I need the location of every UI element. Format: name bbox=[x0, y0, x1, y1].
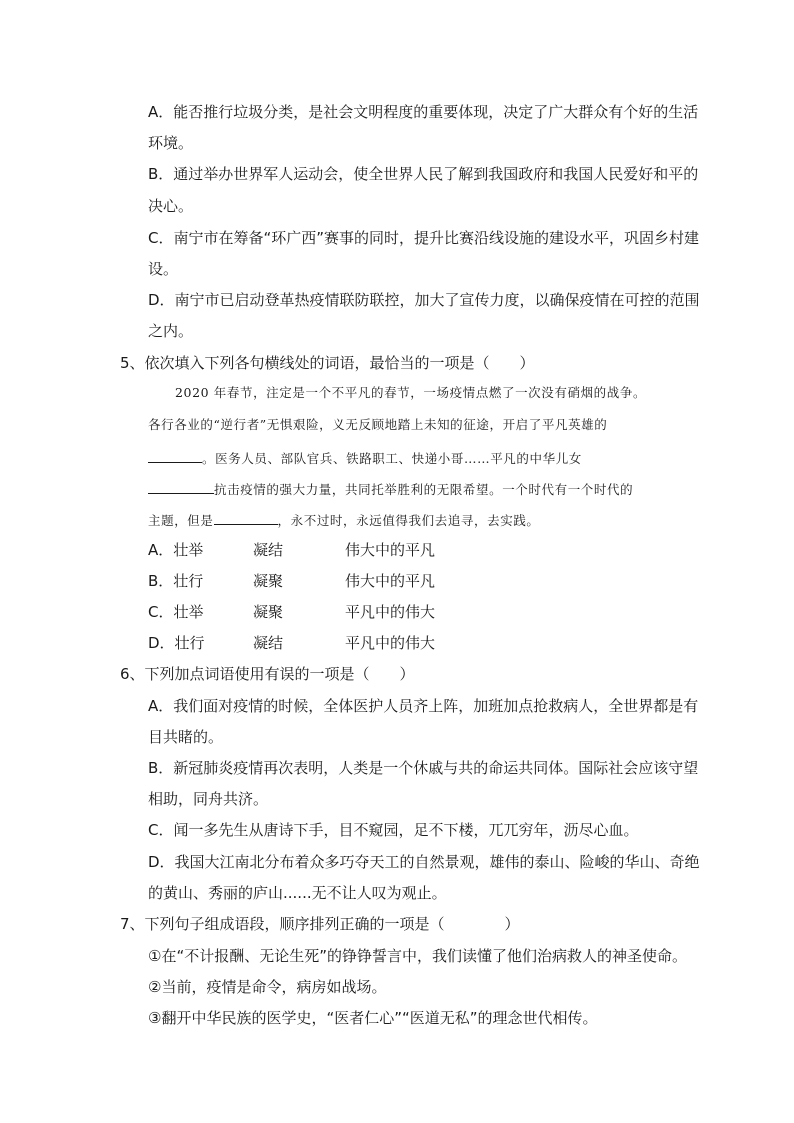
q7-item-2: ②当前，疫情是命令，病房如战场。 bbox=[148, 978, 387, 996]
q6-stem: 6、下列加点词语使用有误的一项是（ ） bbox=[120, 665, 415, 683]
q5-passage-line4 bbox=[148, 479, 633, 499]
q5-passage-line5-text-b: ，永不过时，永远值得我们去追寻，去实践。 bbox=[277, 513, 540, 528]
q5-passage-line3 bbox=[148, 448, 582, 468]
q5-option-d-w2: 凝结 bbox=[253, 634, 284, 652]
q5-option-a-w1: A．壮举 bbox=[148, 541, 204, 559]
q6-option-d-line1: D．我国大江南北分布着众多巧夺天工的自然景观，雄伟的泰山、险峻的华山、奇绝 bbox=[148, 853, 700, 871]
q5-passage-line3-text: 。医务人员、部队官兵、铁路职工、快递小哥……平凡的中华儿女 bbox=[202, 451, 582, 466]
q5-option-d-w1: D．壮行 bbox=[148, 634, 205, 652]
q7-stem: 7、下列句子组成语段，顺序排列正确的一项是（ ） bbox=[120, 915, 520, 933]
q5-option-c-w2: 凝聚 bbox=[253, 603, 284, 621]
q5-option-c-w1: C．壮举 bbox=[148, 603, 204, 621]
q4-option-a-line1: A．能否推行垃圾分类，是社会文明程度的重要体现，决定了广大群众有个好的生活 bbox=[148, 103, 699, 121]
q5-passage-line4-text: 抗击疫情的强大力量，共同托举胜利的无限希望。一个时代有一个时代的 bbox=[214, 482, 634, 497]
q5-passage-line2: 各行各业的“逆行者”无惧艰险，义无反顾地踏上未知的征途，开启了平凡英雄的 bbox=[148, 417, 608, 432]
blank-1 bbox=[148, 448, 202, 463]
q5-option-a-w3: 伟大中的平凡 bbox=[345, 541, 436, 559]
q6-option-d-line2: 的黄山、秀丽的庐山......无不让人叹为观止。 bbox=[148, 884, 447, 902]
q4-option-c-line1: C．南宁市在筹备“环广西”赛事的同时，提升比赛沿线设施的建设水平，巩固乡村建 bbox=[148, 229, 700, 247]
q7-item-1: ①在“不计报酬、无论生死”的铮铮誓言中，我们读懂了他们治病救人的神圣使命。 bbox=[148, 947, 687, 965]
q4-option-c-line2: 设。 bbox=[148, 260, 179, 278]
q5-passage-line5-text-a: 主题，但是 bbox=[148, 513, 214, 528]
q4-option-a-line2: 环境。 bbox=[148, 134, 194, 152]
q6-option-c-line1: C．闻一多先生从唐诗下手，目不窥园，足不下楼，兀兀穷年，沥尽心血。 bbox=[148, 821, 639, 839]
q5-option-c-w3: 平凡中的伟大 bbox=[345, 603, 436, 621]
q6-option-b-line2: 相助，同舟共济。 bbox=[148, 790, 269, 808]
blank-3 bbox=[214, 510, 278, 525]
q6-option-a-line2: 目共睹的。 bbox=[148, 728, 224, 746]
q5-option-b-w2: 凝聚 bbox=[253, 572, 284, 590]
q5-stem: 5、依次填入下列各句横线处的词语，最恰当的一项是（ ） bbox=[120, 354, 535, 372]
q5-option-b-w3: 伟大中的平凡 bbox=[345, 572, 436, 590]
blank-2 bbox=[148, 479, 214, 494]
q4-option-b-line1: B．通过举办世界军人运动会，使全世界人民了解到我国政府和我国人民爱好和平的 bbox=[148, 165, 699, 183]
q5-option-d-w3: 平凡中的伟大 bbox=[345, 634, 436, 652]
q4-option-d-line2: 之内。 bbox=[148, 322, 194, 340]
q6-option-a-line1: A．我们面对疫情的时候，全体医护人员齐上阵，加班加点抢救病人，全世界都是有 bbox=[148, 697, 699, 715]
q5-option-a-w2: 凝结 bbox=[253, 541, 284, 559]
q4-option-b-line2: 决心。 bbox=[148, 197, 194, 215]
q5-passage-line1: 2020 年春节，注定是一个不平凡的春节，一场疫情点燃了一次没有硝烟的战争。 bbox=[175, 385, 647, 400]
q6-option-b-line1: B．新冠肺炎疫情再次表明，人类是一个休戚与共的命运共同体。国际社会应该守望 bbox=[148, 759, 699, 777]
q7-item-3: ③翻开中华民族的医学史，“医者仁心”“医道无私”的理念世代相传。 bbox=[148, 1009, 598, 1027]
q4-option-d-line1: D．南宁市已启动登革热疫情联防联控，加大了宣传力度，以确保疫情在可控的范围 bbox=[148, 291, 700, 309]
q5-passage-line5 bbox=[148, 510, 540, 530]
q5-option-b-w1: B．壮行 bbox=[148, 572, 204, 590]
